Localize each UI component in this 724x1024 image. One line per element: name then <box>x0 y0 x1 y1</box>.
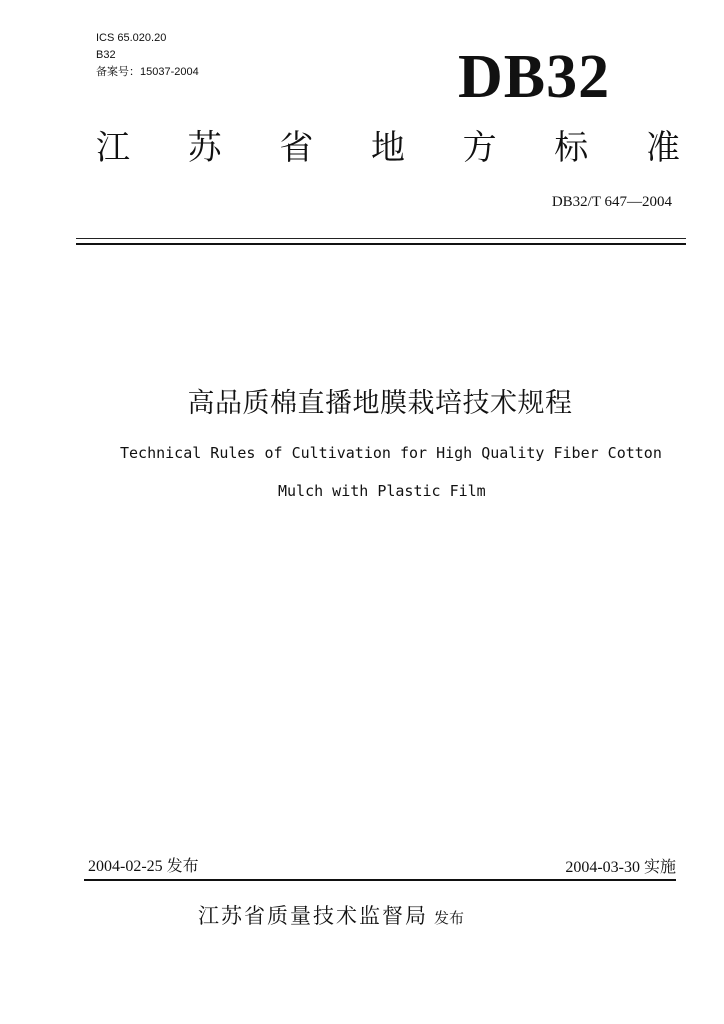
issuer-line <box>198 900 464 930</box>
standard-type-title <box>96 128 680 168</box>
standard-type-char: 地 <box>370 128 405 168</box>
document-title-cn: 高品质棉直播地膜栽培技术规程 <box>187 388 573 419</box>
category-code: B32 <box>96 49 116 61</box>
standard-code: DB32/T 647—2004 <box>551 194 672 210</box>
standard-type-char: 准 <box>645 128 680 168</box>
filing-number: 备案号：15037-2004 <box>96 66 199 78</box>
standard-type-char: 苏 <box>187 128 222 168</box>
issuer-action: 发布 <box>434 909 465 927</box>
implementation-date: 2004-03-30 实施 <box>565 859 676 876</box>
standard-logo: DB32 <box>458 43 611 111</box>
header-divider-thick <box>76 243 686 245</box>
header-divider-thin <box>76 238 686 239</box>
document-title-en-line1: Technical Rules of Cultivation for High Quality Fiber Cotton <box>120 444 662 462</box>
standard-type-char: 标 <box>554 128 589 168</box>
standard-type-char: 方 <box>462 128 497 168</box>
footer-divider <box>84 879 676 881</box>
standard-type-char: 省 <box>279 128 314 168</box>
issuer-organization: 江苏省质量技术监督局 <box>198 904 428 928</box>
classification-block <box>96 30 199 81</box>
standard-type-char: 江 <box>96 128 130 168</box>
ics-code: ICS 65.020.20 <box>96 32 167 44</box>
issue-date: 2004-02-25 发布 <box>88 858 199 875</box>
document-title-en-line2: Mulch with Plastic Film <box>278 482 486 500</box>
